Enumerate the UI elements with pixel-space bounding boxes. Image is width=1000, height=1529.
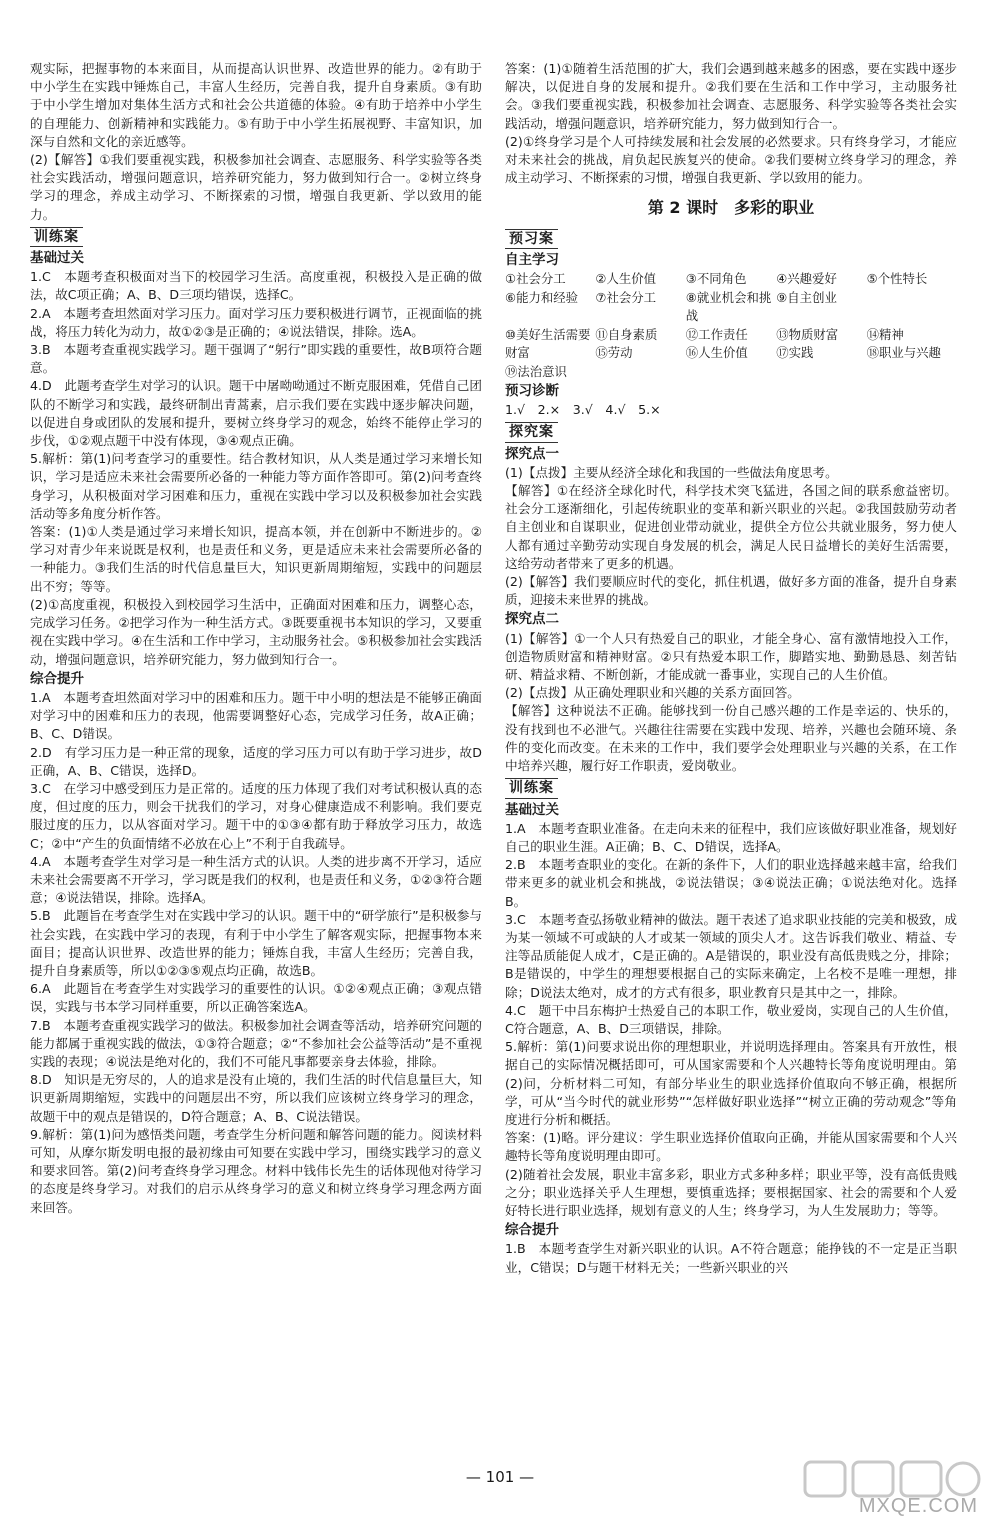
fill-in-answer: ⑧就业机会和挑战 [685, 289, 772, 324]
section-banner-row [505, 419, 957, 443]
fill-in-answer: ⑭精神 [866, 326, 904, 342]
subsection-heading: 预习诊断 [505, 383, 559, 400]
fill-in-answer: ⑱职业与兴趣 [866, 345, 941, 361]
fill-in-answer: 财富 [505, 345, 530, 361]
answer-paragraph: 5.解析：第(1)问考查学习的重要性。结合教材知识，从人类是通过学习来增长知识，学习是适应未来社会需要所必备的一种能力等方面作答即可。第(2)问考查终身学习，从积极面对学习困难和压力，重视在实践中学习以及积极参加社会实践活动等多角度分析作答。 [30, 451, 482, 521]
watermark-logo [745, 1458, 990, 1520]
section-banner: 探究案 [505, 422, 558, 442]
section-banner-row [30, 224, 482, 248]
left-column [30, 60, 482, 1217]
answer-paragraph: 4.D 此题考查学生对学习的认识。题干中屠呦呦通过不断克服困难，凭借自己团队的不断学习和实践，最终研制出青蒿素，启示我们要在实践中逐步解决问题，以促进自身或团队的发展和提升，要树立终身学习的观念，始终不能停止学习的步伐，①②观点题干中没有体现，③④观点正确。 [30, 378, 482, 449]
answer-paragraph: (1)【点拨】主要从经济全球化和我国的一些做法角度思考。 [505, 464, 838, 480]
fill-in-answer: ⑰实践 [776, 345, 814, 361]
answer-paragraph: 1.√ 2.× 3.√ 4.√ 5.× [505, 402, 661, 418]
fill-in-answer: ①社会分工 [505, 271, 566, 287]
answer-paragraph: 1.A 本题考查坦然面对学习中的困难和压力。题干中小明的想法是不能够正确面对学习中的困难和压力的表现，他需要调整好心态，完成学习任务，故A正确；B、C、D错误。 [30, 689, 482, 742]
fill-in-answer: ④兴趣爱好 [776, 271, 837, 287]
lesson-title: 第 2 课时 多彩的职业 [647, 198, 815, 218]
answer-paragraph: 答案：(1)①随着生活范围的扩大，我们会遇到越来越多的困惑，要在实践中逐步解决，以促进自身的发展和提升。②我们要在生活和工作中学习，主动服务社会。③我们要重视实践，积极参加社会调查、志愿服务、科学实验等各类社会实践活动，增强问题意识，培养研究能力，努力做到知行合一。 [505, 61, 957, 131]
answer-paragraph: 6.A 此题旨在考查学生对实践学习的重要性的认识。①②④观点正确；③观点错误，实践与书本学习同样重要，所以正确答案选A。 [30, 981, 482, 1015]
answer-paragraph: 2.B 本题考查职业的变化。在新的条件下，人们的职业选择越来越丰富，给我们带来更多的就业机会和挑战，②说法错误；③④说法正确；①说法绝对化。选择B。 [505, 857, 957, 909]
right-column [505, 60, 957, 1277]
answer-paragraph: (2)【点拨】从正确处理职业和兴趣的关系方面回答。 [505, 685, 800, 701]
section-banner: 训练案 [30, 227, 83, 247]
fill-in-answer: ②人生价值 [595, 271, 657, 287]
answer-paragraph: 5.B 此题旨在考查学生对在实践中学习的认识。题干中的“研学旅行”是积极参与社会实践，在实践中学习的表现，有利于中小学生了解客观实际，把握事物本来面目；提高认识世界、改造世界的能力；锤炼自我，丰富人生经历；完善自我，提升自身素质等，所以①②③⑤观点均正确，故选B。 [30, 908, 482, 978]
subsection-heading: 基础过关 [30, 250, 84, 267]
page-number: — 101 — [465, 1468, 535, 1486]
answer-paragraph: 9.解析：第(1)问为感悟类问题，考查学生分析问题和解答问题的能力。阅读材料可知，从摩尔斯发明电报的最初缘由可知要在实践中学习，围绕实践学习的意义和要求回答。第(2)问考查终身学习理念。材料中钱伟长先生的话体现他对待学习的态度是终身学习。对我们的启示从终身学习的意义和树立终身学习理念两方面来回答。 [30, 1126, 482, 1215]
fill-in-answer: ⑦社会分工 [595, 289, 657, 305]
answer-paragraph: (2)①高度重视，积极投入到校园学习生活中，正确面对困难和压力，调整心态，完成学习任务。②把学习作为一种生活方式。③既要重视书本知识的学习，又要重视在实践中学习。④在生活和工作中学习，主动服务社会。⑤积极参加社会实践活动，增强问题意识，培养研究能力，努力做到知行合一。 [30, 596, 482, 667]
subsection-heading: 基础过关 [505, 801, 559, 818]
fill-in-answer: ⑫工作责任 [685, 326, 748, 342]
fill-in-answer: ⑪自身素质 [595, 326, 658, 342]
section-banner: 训练案 [505, 778, 558, 798]
fill-in-answer: ⑩美好生活需要 [505, 326, 591, 342]
answer-paragraph: (2)【解答】我们要顺应时代的变化，抓住机遇，做好多方面的准备，提升自身素质，迎接未来世界的挑战。 [505, 574, 957, 608]
fill-in-answer: ⑨自主创业 [776, 289, 837, 305]
fill-in-answer: ⑤个性特长 [866, 271, 928, 287]
answer-paragraph: 8.D 知识是无穷尽的，人的追求是没有止境的，我们生活的时代信息量巨大，知识更新周期缩短，实践中的问题层出不穷，所以我们应该树立终身学习的理念，故题干中的观点是错误的，D符合题意；A、B、C说法错误。 [30, 1072, 482, 1124]
answer-paragraph: 1.C 本题考查积极面对当下的校园学习生活。高度重视，积极投入是正确的做法，故C项正确；A、B、D三项均错误，选择C。 [30, 269, 482, 303]
answer-paragraph: (2)【解答】①我们要重视实践，积极参加社会调查、志愿服务、科学实验等各类社会实践活动，增强问题意识，培养研究能力，努力做到知行合一。②树立终身学习的理念，养成主动学习、不断探索的习惯，增强自我更新、学以致用的能力。 [30, 152, 482, 222]
answer-paragraph: 观实际，把握事物的本来面目，从而提高认识世界、改造世界的能力。②有助于中小学生在实践中锤炼自己，丰富人生经历，完善自我，提升自身素质。③有助于中小学生增加对集体生活方式和社会公共道德的体验。④有助于培养中小学生的自理能力、创新精神和实践能力。⑤有助于中小学生拓展视野、丰富知识，加深与自然和文化的亲近感等。 [30, 61, 482, 149]
answer-paragraph: (2)①终身学习是个人可持续发展和社会发展的必然要求。只有终身学习，才能应对未来社会的挑战，肩负起民族复兴的使命。②我们要树立终身学习的理念，养成主动学习、不断探索的习惯，增强自我更新、学以致用的能力。 [505, 133, 957, 186]
section-banner-row [505, 226, 957, 250]
answer-paragraph: 【解答】这种说法不正确。能够找到一份自己感兴趣的工作是幸运的、快乐的，没有找到也不必泄气。兴趣往往需要在实践中发现、培养，兴趣也会随环境、条件的变化而改变。在未来的工作中，我们要学会处理职业与兴趣的关系，在工作中培养兴趣，履行好工作职责，爱岗敬业。 [505, 703, 957, 774]
answer-paragraph: 3.C 在学习中感受到压力是正常的。适度的压力体现了我们对考试积极认真的态度，但过度的压力，则会干扰我们的学习，对身心健康造成不利影响。我们要克服过度的压力，以从容面对学习。题干中的①③④都有助于释放学习压力，故选C；②中“产生的负面情绪不必放在心上”不利于自我疏导。 [30, 780, 482, 851]
answer-paragraph: 4.C 题干中吕东梅护士热爱自己的本职工作，敬业爱岗，实现自己的人生价值，C符合题意，A、B、D三项错误，排除。 [505, 1002, 957, 1036]
answer-paragraph: 2.A 本题考查坦然面对学习压力。面对学习压力要积极进行调节，正视面临的挑战，将压力转化为动力，故①②③是正确的；④说法错误，排除。选A。 [30, 305, 482, 339]
subsection-heading: 综合提升 [505, 1222, 559, 1239]
answer-paragraph: 3.B 本题考查重视实践学习。题干强调了“躬行”即实践的重要性，故B项符合题意。 [30, 342, 482, 376]
fill-in-answer: ③不同角色 [685, 271, 747, 287]
answer-paragraph: 答案：(1)①人类是通过学习来增长知识，提高本领，并在创新中不断进步的。②学习对青少年来说既是权利，也是责任和义务，更是适应未来社会需要所必备的一种能力。③我们生活的时代信息量巨大，知识更新周期缩短，实践中的问题层出不穷；等等。 [30, 524, 482, 594]
answer-paragraph: (2)随着社会发展，职业丰富多彩，职业方式多种多样；职业平等，没有高低贵贱之分；职业选择关乎人生理想，要慎重选择；要根据国家、社会的需要和个人爱好特长进行职业选择，规划有意义的人生；终身学习，为人生发展助力；等等。 [505, 1166, 957, 1218]
answer-paragraph: 3.C 本题考查弘扬敬业精神的做法。题干表述了追求职业技能的完美和极致，成为某一领域不可或缺的人才或某一领域的顶尖人才。这告诉我们敬业、精益、专注等品质能促人成才，C是正确的。A是错误的，职业没有高低贵贱之分，排除；B是错误的，中学生的理想要根据自己的实际来确定，上名校不是唯一理想，排除；D说法太绝对，成才的方式有很多，职业教育只是其中之一，排除。 [505, 911, 957, 1000]
subsection-heading: 探究点一 [505, 445, 559, 462]
watermark-text: MXQE.COM [858, 1495, 978, 1517]
fill-in-answers-grid [505, 270, 957, 381]
answer-paragraph: 答案：(1)略。评分建议：学生职业选择价值取向正确，并能从国家需要和个人兴趣特长等角度说明理由即可。 [505, 1130, 957, 1164]
subsection-heading: 探究点二 [505, 611, 559, 628]
answer-paragraph: 1.B 本题考查学生对新兴职业的认识。A不符合题意；能挣钱的不一定是正当职业，C错误；D与题干材料无关；一些新兴职业的兴 [505, 1241, 957, 1275]
subsection-heading: 自主学习 [505, 251, 559, 268]
answer-paragraph: 5.解析：第(1)问要求说出你的理想职业，并说明选择理由。答案具有开放性，根据自己的实际情况概括即可，可从国家需要和个人兴趣特长等角度说明理由。第(2)问，分析材料二可知，有部分毕业生的职业选择价值取向不够正确，根据所学，可从“当今时代的就业形势”“怎样做好职业选择”“树立正确的劳动观念”等角度进行分析和概括。 [505, 1039, 957, 1127]
answer-paragraph: 4.A 本题考查学生对学习是一种生活方式的认识。人类的进步离不开学习，适应未来社会需要离不开学习，学习既是我们的权利，也是责任和义务，①②③符合题意；④说法错误，排除。选择A。 [30, 853, 482, 906]
section-banner-row [505, 775, 957, 799]
answer-paragraph: 2.D 有学习压力是一种正常的现象，适度的学习压力可以有助于学习进步，故D正确，A、B、C错误，选择D。 [30, 744, 482, 778]
answer-paragraph: (1)【解答】①一个人只有热爱自己的职业，才能全身心、富有激情地投入工作，创造物质财富和精神财富。②只有热爱本职工作，脚踏实地、勤勤恳恳、刻苦钻研、精益求精、不断创新，才能成就一番事业，实现自己的人生价值。 [505, 630, 957, 683]
subsection-heading: 综合提升 [30, 670, 84, 687]
fill-in-answer: ⑲法治意识 [505, 363, 567, 379]
section-banner: 预习案 [505, 229, 558, 249]
fill-in-answer: ⑯人生价值 [685, 345, 748, 361]
answer-paragraph: 【解答】①在经济全球化时代，科学技术突飞猛进，各国之间的联系愈益密切。社会分工逐渐细化，引起传统职业的变革和新兴职业的兴起。②我国鼓励劳动者自主创业和自谋职业，促进创业带动就业，提供全方位公共就业服务，努力使人人都有通过辛勤劳动实现自身发展的机会，满足人民日益增长的美好生活需要，这给劳动者带来了更多的机遇。 [505, 483, 957, 571]
answer-paragraph: 1.A 本题考查职业准备。在走向未来的征程中，我们应该做好职业准备，规划好自己的职业生涯。A正确；B、C、D错误，选择A。 [505, 820, 957, 854]
fill-in-answer [867, 289, 957, 326]
fill-in-answer: ⑮劳动 [595, 345, 633, 361]
fill-in-answer: ⑬物质财富 [776, 326, 839, 342]
answer-paragraph: 7.B 本题考查重视实践学习的做法。积极参加社会调查等活动，培养研究问题的能力都属于重视实践的做法，①③符合题意；②“不参加社会公益等活动”是不重视实践的表现；④说法是绝对化的，我们不可能凡事都要亲身去体验，排除。 [30, 1017, 482, 1069]
fill-in-answer: ⑥能力和经验 [505, 289, 579, 305]
